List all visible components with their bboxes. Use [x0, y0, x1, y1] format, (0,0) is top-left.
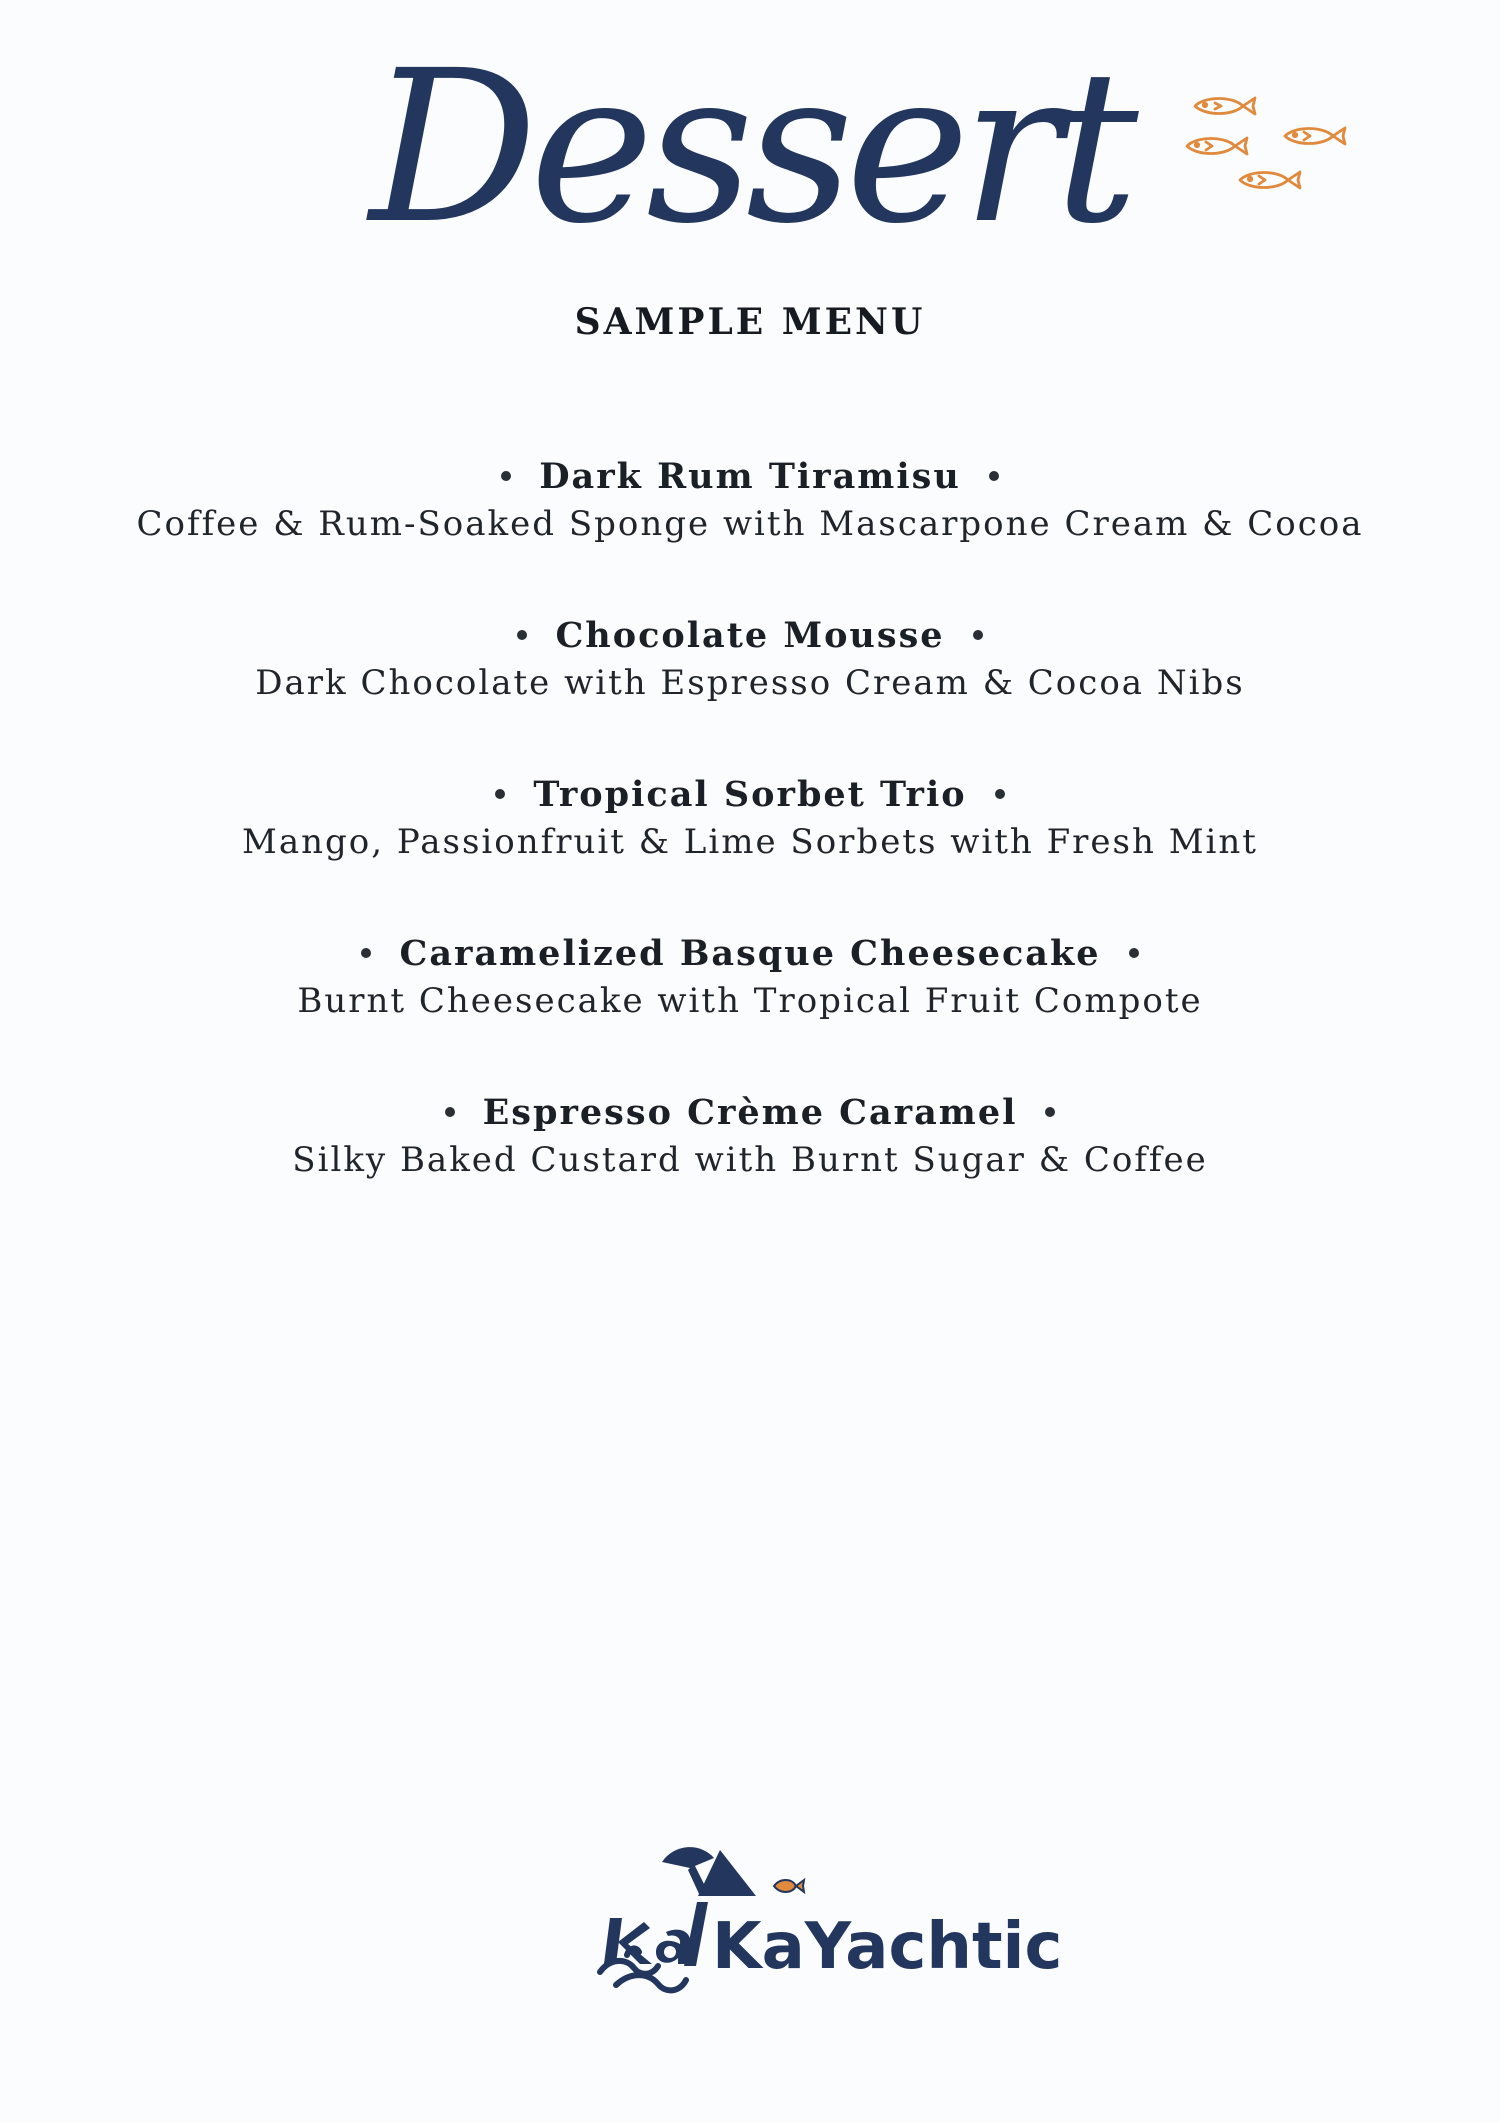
bullet-right: [1129, 948, 1139, 958]
logo-wordmark: KaYachtic: [712, 1910, 1063, 1984]
item-name: Tropical Sorbet Trio: [533, 773, 967, 815]
bullet-left: [517, 630, 527, 640]
bullet-left: [445, 1107, 455, 1117]
menu-item-heading: [0, 609, 1500, 661]
item-description: Mango, Passionfruit & Lime Sorbets with Fresh Mint: [242, 822, 1258, 862]
page-title: Dessert: [369, 25, 1131, 270]
item-name: Dark Rum Tiramisu: [539, 455, 961, 497]
item-name: Chocolate Mousse: [555, 614, 945, 656]
menu-item-heading: [0, 927, 1500, 979]
bullet-left: [495, 789, 505, 799]
item-description: Dark Chocolate with Espresso Cream & Cocoa Nibs: [255, 663, 1245, 703]
menu-subtitle: SAMPLE MENU: [574, 301, 926, 343]
brand-logo: [570, 1840, 1063, 2010]
bullet-left: [501, 471, 511, 481]
item-name: Espresso Crème Caramel: [482, 1091, 1018, 1133]
item-description: Silky Baked Custard with Burnt Sugar & Coffee: [292, 1140, 1208, 1180]
item-description: Coffee & Rum-Soaked Sponge with Mascarpone Cream & Cocoa: [136, 504, 1364, 544]
menu-item-heading: [0, 1086, 1500, 1138]
kayachtic-logo: [570, 1840, 1063, 2010]
fish-decoration: [1185, 88, 1365, 208]
menu-item-heading: [0, 450, 1500, 502]
item-name: Caramelized Basque Cheesecake: [399, 932, 1101, 974]
bullet-right: [973, 630, 983, 640]
bullet-left: [361, 948, 371, 958]
bullet-right: [995, 789, 1005, 799]
item-description: Burnt Cheesecake with Tropical Fruit Compote: [297, 981, 1203, 1021]
menu-item-heading: [0, 768, 1500, 820]
fish-school-icon: [1185, 88, 1365, 208]
bullet-right: [989, 471, 999, 481]
bullet-right: [1045, 1107, 1055, 1117]
